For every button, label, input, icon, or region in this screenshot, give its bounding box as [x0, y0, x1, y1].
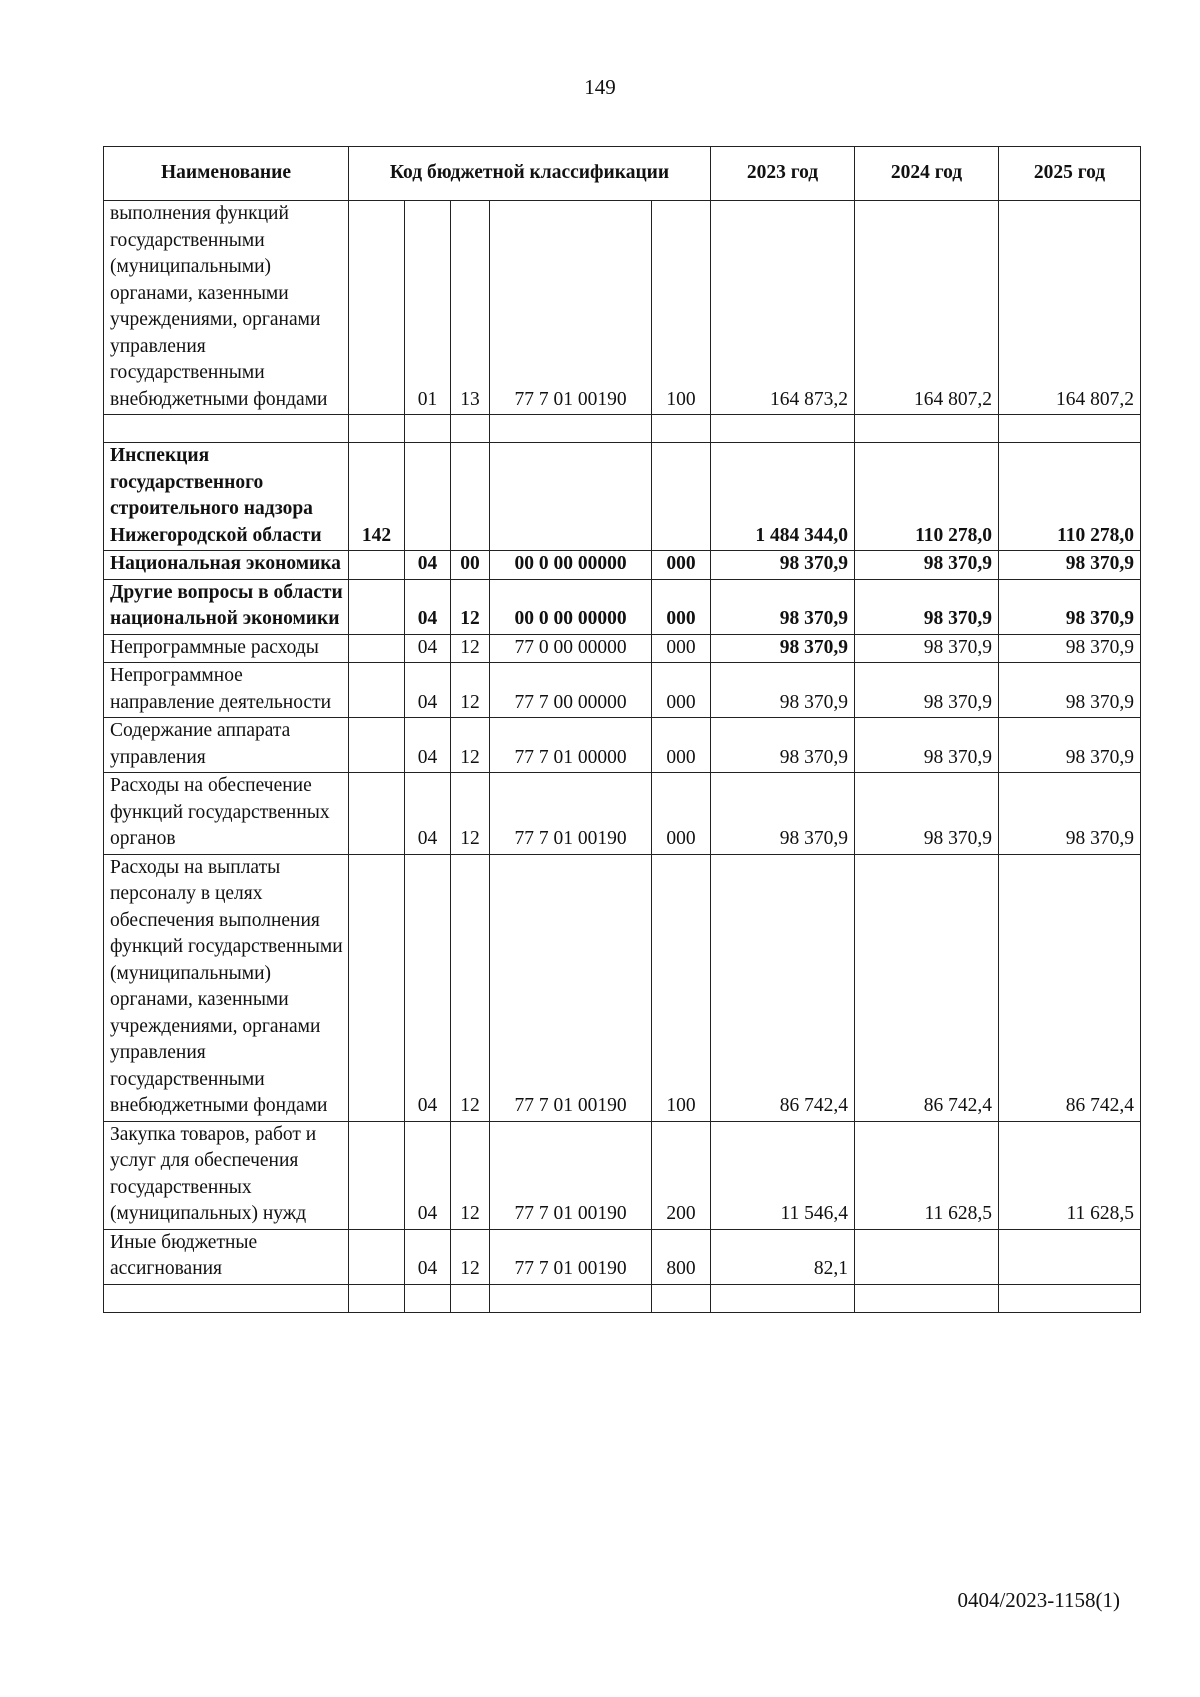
row-pr: [451, 443, 490, 551]
row-csr: [490, 415, 652, 443]
row-csr: 77 7 01 00190: [490, 1229, 652, 1284]
header-2025: 2025 год: [999, 147, 1141, 201]
row-2023: 98 370,9: [711, 634, 855, 663]
row-name: Расходы на обеспечение функций государственных органов: [104, 773, 349, 855]
row-vr: 000: [652, 773, 711, 855]
row-2024: [855, 1284, 999, 1312]
row-2024: 110 278,0: [855, 443, 999, 551]
table-row-empty: [104, 1284, 1141, 1312]
row-rz: 04: [405, 1229, 451, 1284]
row-name: выполнения функций государственными (муниципальными) органами, казенными учреждениями, органами управления государственными внебюджетными фондами: [104, 201, 349, 415]
row-2024: 98 370,9: [855, 718, 999, 773]
row-rz: 01: [405, 201, 451, 415]
row-vr: 100: [652, 854, 711, 1121]
row-name: Иные бюджетные ассигнования: [104, 1229, 349, 1284]
table-row: [104, 551, 1141, 580]
table-row: [104, 1229, 1141, 1284]
row-2024: 98 370,9: [855, 551, 999, 580]
row-vr: 000: [652, 579, 711, 634]
row-grbs: [349, 1121, 405, 1229]
row-name: [104, 415, 349, 443]
row-rz: 04: [405, 663, 451, 718]
row-pr: [451, 1284, 490, 1312]
row-csr: 77 0 00 00000: [490, 634, 652, 663]
row-2025: 98 370,9: [999, 634, 1141, 663]
row-name: Национальная экономика: [104, 551, 349, 580]
row-rz: 04: [405, 718, 451, 773]
row-2023: 98 370,9: [711, 718, 855, 773]
row-rz: [405, 443, 451, 551]
row-name: Непрограммное направление деятельности: [104, 663, 349, 718]
header-2023: 2023 год: [711, 147, 855, 201]
row-vr: 800: [652, 1229, 711, 1284]
header-name: Наименование: [104, 147, 349, 201]
row-rz: 04: [405, 634, 451, 663]
row-csr: 77 7 00 00000: [490, 663, 652, 718]
row-pr: [451, 415, 490, 443]
row-grbs: [349, 201, 405, 415]
row-csr: 00 0 00 00000: [490, 579, 652, 634]
row-2023: 1 484 344,0: [711, 443, 855, 551]
row-pr: 12: [451, 1121, 490, 1229]
header-2024: 2024 год: [855, 147, 999, 201]
row-pr: 12: [451, 579, 490, 634]
row-grbs: [349, 854, 405, 1121]
budget-table: [103, 146, 1141, 1313]
row-2024: 98 370,9: [855, 634, 999, 663]
row-2025: 98 370,9: [999, 551, 1141, 580]
table-row: [104, 718, 1141, 773]
table-row: [104, 773, 1141, 855]
row-2023: [711, 415, 855, 443]
row-grbs: [349, 718, 405, 773]
row-name: Инспекция государственного строительного надзора Нижегородской области: [104, 443, 349, 551]
table-row: [104, 634, 1141, 663]
row-csr: 77 7 01 00000: [490, 718, 652, 773]
table-row: [104, 443, 1141, 551]
row-2024: 98 370,9: [855, 579, 999, 634]
row-grbs: [349, 663, 405, 718]
row-2023: 98 370,9: [711, 579, 855, 634]
row-2024: 164 807,2: [855, 201, 999, 415]
row-2023: 98 370,9: [711, 551, 855, 580]
row-2023: 164 873,2: [711, 201, 855, 415]
table-row-empty: [104, 415, 1141, 443]
row-pr: 12: [451, 634, 490, 663]
row-rz: 04: [405, 773, 451, 855]
table-header-row: [104, 147, 1141, 201]
row-vr: [652, 443, 711, 551]
row-csr: 77 7 01 00190: [490, 1121, 652, 1229]
row-rz: 04: [405, 854, 451, 1121]
row-name: [104, 1284, 349, 1312]
row-rz: 04: [405, 1121, 451, 1229]
row-pr: 13: [451, 201, 490, 415]
row-rz: [405, 1284, 451, 1312]
row-grbs: [349, 551, 405, 580]
row-vr: 000: [652, 718, 711, 773]
row-2024: 11 628,5: [855, 1121, 999, 1229]
row-name: Содержание аппарата управления: [104, 718, 349, 773]
row-2024: 98 370,9: [855, 773, 999, 855]
row-2023: 11 546,4: [711, 1121, 855, 1229]
row-vr: [652, 1284, 711, 1312]
row-csr: 00 0 00 00000: [490, 551, 652, 580]
row-vr: [652, 415, 711, 443]
row-name: Закупка товаров, работ и услуг для обеспечения государственных (муниципальных) нужд: [104, 1121, 349, 1229]
row-pr: 12: [451, 773, 490, 855]
row-vr: 100: [652, 201, 711, 415]
row-2023: 98 370,9: [711, 773, 855, 855]
row-grbs: [349, 634, 405, 663]
row-2023: [711, 1284, 855, 1312]
row-2025: 86 742,4: [999, 854, 1141, 1121]
row-2025: 11 628,5: [999, 1121, 1141, 1229]
row-2023: 82,1: [711, 1229, 855, 1284]
row-2025: 98 370,9: [999, 663, 1141, 718]
row-grbs: [349, 415, 405, 443]
row-pr: 12: [451, 718, 490, 773]
row-pr: 12: [451, 1229, 490, 1284]
row-rz: 04: [405, 551, 451, 580]
row-2025: [999, 415, 1141, 443]
row-2024: 86 742,4: [855, 854, 999, 1121]
row-2024: [855, 415, 999, 443]
table-row: [104, 201, 1141, 415]
row-2023: 86 742,4: [711, 854, 855, 1121]
row-pr: 00: [451, 551, 490, 580]
row-grbs: 142: [349, 443, 405, 551]
table-row: [104, 579, 1141, 634]
row-name: Расходы на выплаты персоналу в целях обеспечения выполнения функций государственными (муниципальными) органами, казенными учреждениями, органами управления государственными внебюджетными фондами: [104, 854, 349, 1121]
row-2025: 98 370,9: [999, 718, 1141, 773]
row-pr: 12: [451, 663, 490, 718]
row-2025: [999, 1229, 1141, 1284]
row-name: Другие вопросы в области национальной экономики: [104, 579, 349, 634]
table-row: [104, 1121, 1141, 1229]
row-rz: [405, 415, 451, 443]
row-2025: 110 278,0: [999, 443, 1141, 551]
table-row: [104, 854, 1141, 1121]
table-row: [104, 663, 1141, 718]
row-2025: 98 370,9: [999, 773, 1141, 855]
row-grbs: [349, 1284, 405, 1312]
row-rz: 04: [405, 579, 451, 634]
row-csr: 77 7 01 00190: [490, 854, 652, 1121]
row-2023: 98 370,9: [711, 663, 855, 718]
row-csr: [490, 443, 652, 551]
row-vr: 000: [652, 634, 711, 663]
row-2025: 98 370,9: [999, 579, 1141, 634]
row-vr: 000: [652, 551, 711, 580]
row-csr: 77 7 01 00190: [490, 201, 652, 415]
row-grbs: [349, 1229, 405, 1284]
row-2024: [855, 1229, 999, 1284]
header-code: Код бюджетной классификации: [349, 147, 711, 201]
row-2024: 98 370,9: [855, 663, 999, 718]
row-csr: 77 7 01 00190: [490, 773, 652, 855]
row-2025: 164 807,2: [999, 201, 1141, 415]
row-2025: [999, 1284, 1141, 1312]
document-code: 0404/2023-1158(1): [957, 1588, 1120, 1612]
row-pr: 12: [451, 854, 490, 1121]
row-csr: [490, 1284, 652, 1312]
row-vr: 000: [652, 663, 711, 718]
page-number: 149: [584, 75, 616, 99]
row-grbs: [349, 773, 405, 855]
row-name: Непрограммные расходы: [104, 634, 349, 663]
row-grbs: [349, 579, 405, 634]
row-vr: 200: [652, 1121, 711, 1229]
